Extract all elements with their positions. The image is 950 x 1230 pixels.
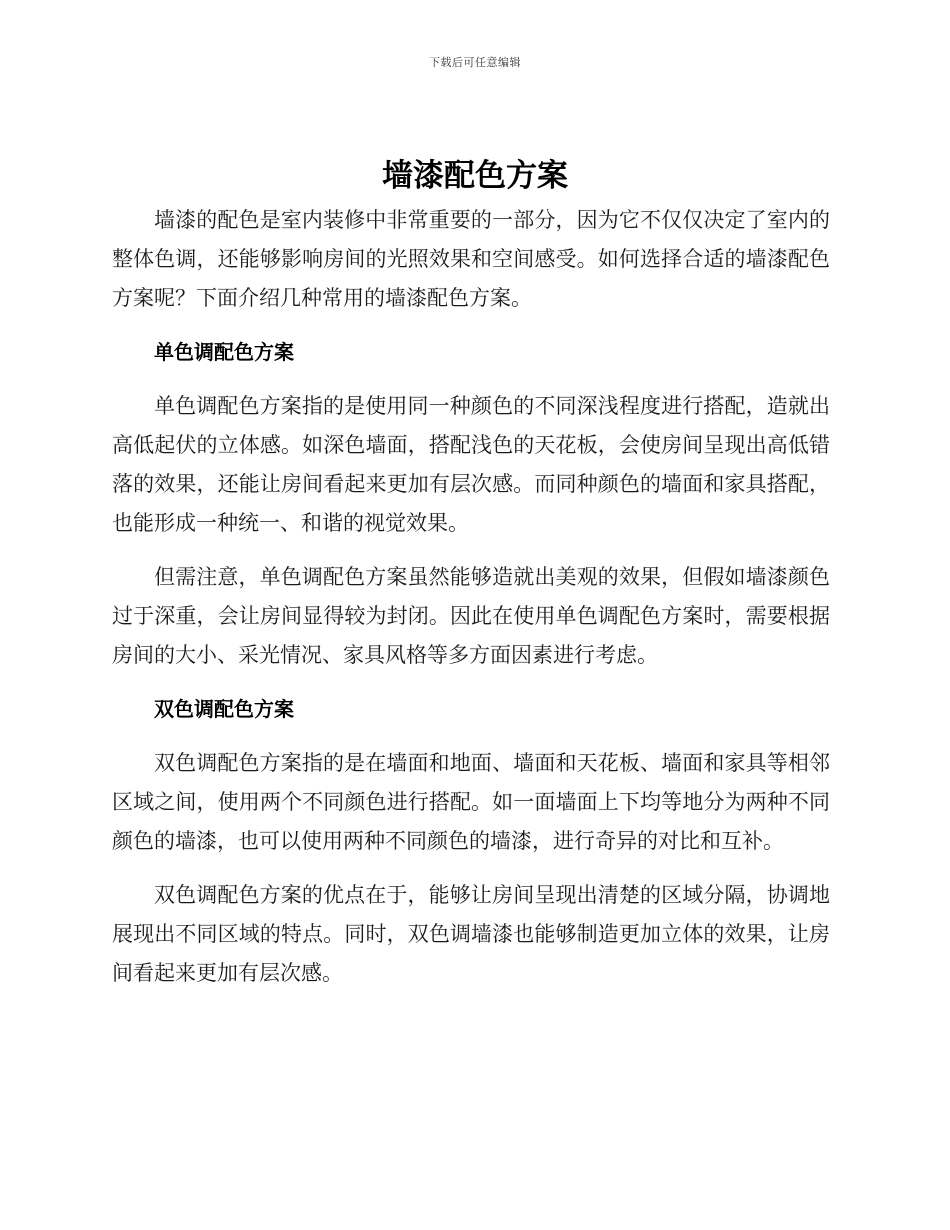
intro-paragraph: 墙漆的配色是室内装修中非常重要的一部分，因为它不仅仅决定了室内的整体色调，还能够影响房间的光照效果和空间感受。如何选择合适的墙漆配色方案呢？下面介绍几种常用的墙漆配色方案。 [112, 208, 830, 310]
document-body [112, 201, 830, 993]
section-paragraph: 双色调配色方案的优点在于，能够让房间呈现出清楚的区域分隔，协调地展现出不同区域的特点。同时，双色调墙漆也能够制造更加立体的效果，让房间看起来更加有层次感。 [112, 883, 830, 985]
section-paragraph: 双色调配色方案指的是在墙面和地面、墙面和天花板、墙面和家具等相邻区域之间，使用两个不同颜色进行搭配。如一面墙面上下均等地分为两种不同颜色的墙漆，也可以使用两种不同颜色的墙漆，进行奇异的对比和互补。 [112, 751, 830, 853]
section-heading-single-tone: 单色调配色方案 [154, 340, 294, 364]
header-note: 下载后可任意编辑 [429, 56, 521, 69]
section-paragraph: 但需注意，单色调配色方案虽然能够造就出美观的效果，但假如墙漆颜色过于深重，会让房间显得较为封闭。因此在使用单色调配色方案时，需要根据房间的大小、采光情况、家具风格等多方面因素进行考虑。 [112, 565, 830, 667]
section-heading-two-tone: 双色调配色方案 [154, 697, 294, 721]
section-paragraph: 单色调配色方案指的是使用同一种颜色的不同深浅程度进行搭配，造就出高低起伏的立体感。如深色墙面，搭配浅色的天花板，会使房间呈现出高低错落的效果，还能让房间看起来更加有层次感。而同种颜色的墙面和家具搭配，也能形成一种统一、和谐的视觉效果。 [112, 394, 830, 535]
document-title: 墙漆配色方案 [382, 158, 568, 194]
